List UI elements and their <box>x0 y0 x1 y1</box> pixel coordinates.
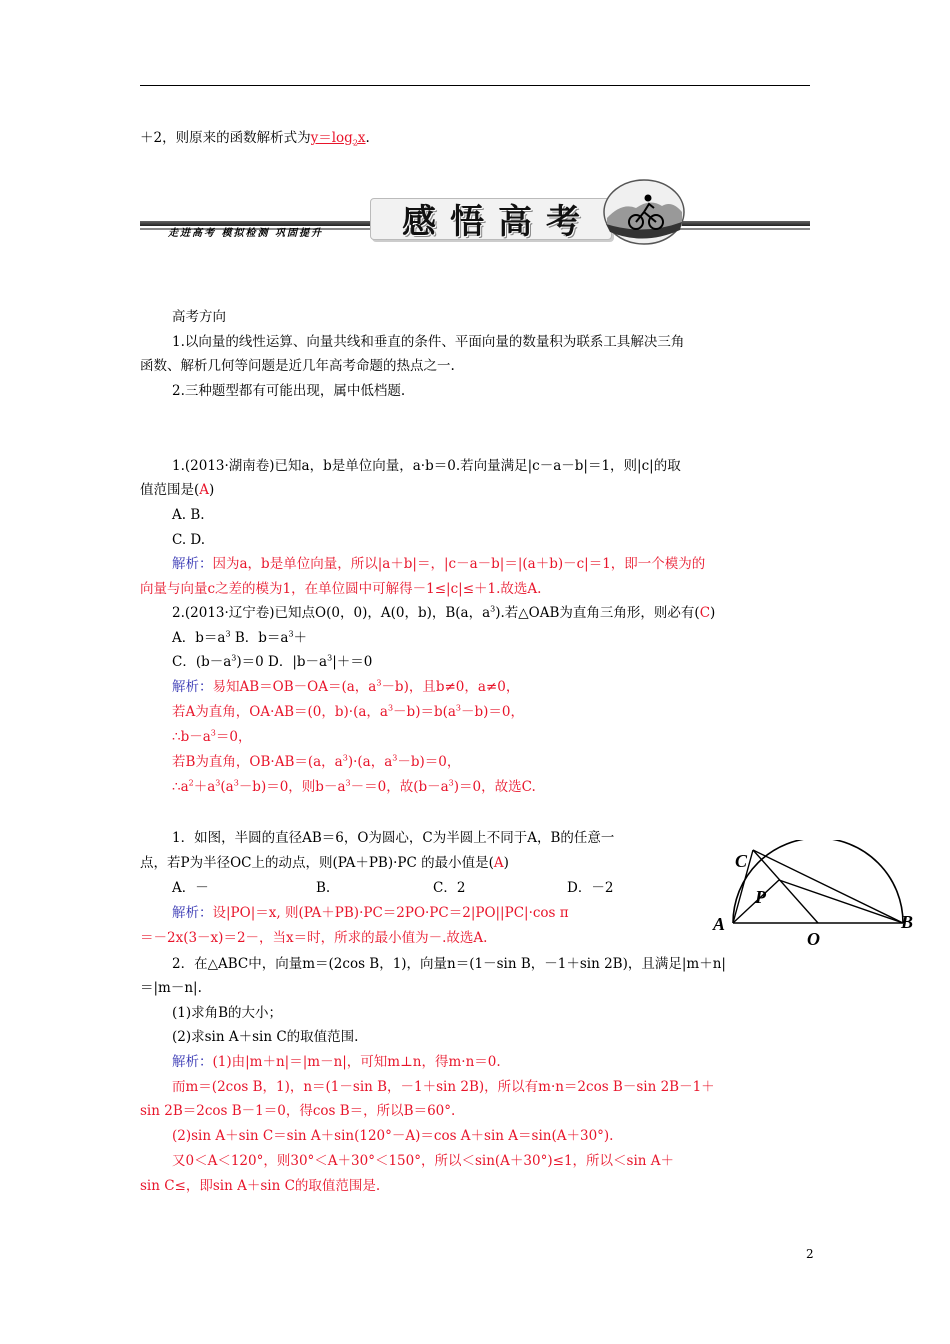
label-p: P <box>755 887 766 907</box>
q2-answer: C <box>699 605 711 621</box>
q3-solution-1: 解析：设|PO|＝x, 则(PA＋PB)·PC＝2PO·PC＝2|PO||PC|·cos π <box>172 905 569 921</box>
q2-solution-3: $\therefore b-a^3=0$， <box>172 728 252 745</box>
q1-solution-1: 解析：因为a，b是单位向量，所以|a＋b|＝，|c－a－b|＝|(a＋b)－c|＝1，即一个模为的 <box>172 556 706 572</box>
q2-options-cd: C．$(b-a^3)=0$ D．$|b-a^3|+=0$ <box>172 653 373 670</box>
q1-options-cd: C. D. <box>172 532 206 548</box>
q2-solution-1: 解析：易知AB＝OB－OA＝(a，$a^3-b$)，且b≠0，a≠0， <box>172 678 520 695</box>
label-b: B <box>901 912 914 932</box>
label-a: A <box>713 914 726 934</box>
q4-part1: (1)求角B的大小； <box>172 1005 283 1021</box>
banner-title: 感悟高考 <box>402 202 594 242</box>
direction-p1a: 1.以向量的线性运算、向量共线和垂直的条件、平面向量的数量积为联系工具解决三角 <box>172 334 685 350</box>
label-c: C <box>735 851 748 871</box>
q3-option-b: B. <box>316 880 331 896</box>
q4-part2: (2)求sin A＋sin C的取值范围. <box>172 1029 359 1045</box>
q3-solution-2: ＝－2x(3－x)＝2－，当x＝时，所求的最小值为－.故选A. <box>140 930 488 946</box>
q2-options-ab: A．$b=a^3$ B．$b=a^3+$ <box>172 629 308 646</box>
q3-option-a: A．－ <box>172 880 209 896</box>
q3-answer: A <box>493 855 504 871</box>
banner-subtitle: 走进高考 模拟检测 巩固提升 <box>168 228 323 239</box>
direction-heading: 高考方向 <box>172 309 226 325</box>
answer-underlined: $y=\log_2x$ <box>310 130 366 148</box>
q2-solution-4: 若B为直角，OB·AB＝(a，$a^3)\cdot(a$，$a^3-b)=0$， <box>172 753 461 770</box>
q4-solution-1: 解析：(1)由|m＋n|＝|m－n|，可知m⊥n，得m·n＝0. <box>172 1054 501 1070</box>
q4-solution-3: sin 2B＝2cos B－1＝0，得cos B＝，所以B＝60°. <box>140 1103 456 1119</box>
q3-line1: 1．如图，半圆的直径AB＝6，O为圆心，C为半圆上不同于A，B的任意一 <box>172 830 615 846</box>
section-banner <box>140 168 810 258</box>
direction-p2: 2.三种题型都有可能出现，属中低档题. <box>172 383 406 399</box>
q1-solution-2: 向量与向量c之差的模为1，在单位圆中可解得－1≤|c|≤＋1.故选A. <box>140 581 542 597</box>
q4-solution-2: 而m＝(2cos B，1)，n＝(1－sin B，－1＋sin 2B)，所以有m·n＝2cos B－sin 2B－1＋ <box>172 1079 715 1095</box>
continuation-line: ＋2，则原来的函数解析式为$y=\log_2x$. <box>140 130 370 148</box>
q2-line1: 2.(2013·辽宁卷)已知点O(0，0)，A(0，b)，B(a，$a^3$).若△OAB为直角三角形，则必有(C) <box>172 604 716 621</box>
q1-answer: A <box>199 482 210 498</box>
q2-solution-5: $\therefore a^2+a^3(a^3-b)=0$，则$b-a^3-=0$，故$(b-a^3)=0$，故选C. <box>172 778 536 795</box>
q3-option-d: D．－2 <box>567 880 614 896</box>
cyclist-icon <box>602 178 686 246</box>
header-rule <box>140 85 810 86</box>
q1-options-ab: A. B. <box>172 507 205 523</box>
q4-solution-5: 又0＜A＜120°，则30°＜A＋30°＜150°，所以＜sin(A＋30°)≤1，所以＜sin A＋ <box>172 1153 675 1169</box>
q3-option-c: C．2 <box>433 880 466 896</box>
q4-line2: ＝|m－n|. <box>140 980 202 996</box>
page-number: 2 <box>806 1247 814 1261</box>
q3-line2: 点，若P为半径OC上的动点，则(PA＋PB)·PC 的最小值是(A) <box>140 855 509 871</box>
direction-p1b: 函数、解析几何等问题是近几年高考命题的热点之一. <box>140 358 455 374</box>
label-o: O <box>807 929 820 949</box>
q4-line1: 2．在△ABC中，向量m＝(2cos B，1)，向量n＝(1－sin B，－1＋sin 2B)，且满足|m＋n| <box>172 956 726 972</box>
semicircle-figure <box>705 840 920 952</box>
q4-solution-4: (2)sin A＋sin C＝sin A＋sin(120°－A)＝cos A＋sin A＝sin(A＋30°). <box>172 1128 614 1144</box>
q4-solution-6: sin C≤，即sin A＋sin C的取值范围是. <box>140 1178 381 1194</box>
q2-solution-2: 若A为直角，OA·AB＝(0，b)·(a，$a^3-b)=b(a^3-b)=0$， <box>172 703 525 720</box>
q1-line1: 1.(2013·湖南卷)已知a，b是单位向量，a·b＝0.若向量满足|c－a－b|＝1，则|c|的取 <box>172 458 681 474</box>
q1-line2: 值范围是(A) <box>140 482 215 498</box>
